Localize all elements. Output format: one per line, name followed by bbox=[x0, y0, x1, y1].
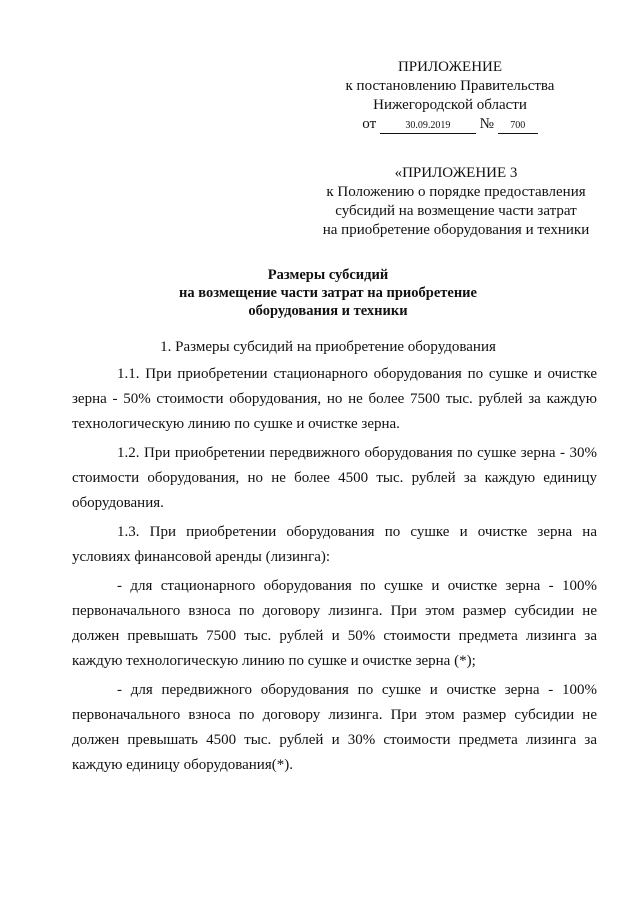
paragraph-mobile: - для передвижного оборудования по сушке и очистке зерна - 100% первоначального взноса по договору лизинга. При этом размер субсидии не должен превышать 4500 тыс. рублей и 30% стоимости предмета лизинга за каждую единицу оборудования(*). bbox=[72, 682, 597, 773]
title-line-3: оборудования и техники bbox=[248, 303, 408, 319]
appendix-line-2: к Положению о порядке предоставления bbox=[326, 184, 586, 200]
section-heading: 1. Размеры субсидий на приобретение оборудования bbox=[160, 339, 496, 355]
appendix-line-3: субсидий на возмещение части затрат bbox=[335, 203, 577, 219]
number-sign: № bbox=[479, 116, 494, 132]
appendix-line-4: на приобретение оборудования и техники bbox=[322, 222, 590, 238]
number-value: 700 bbox=[498, 119, 538, 134]
appendix-title: «ПРИЛОЖЕНИЕ 3 bbox=[394, 165, 518, 181]
paragraph-1-3: 1.3. При приобретении оборудования по сушке и очистке зерна на условиях финансовой аренды (лизинга): bbox=[72, 524, 597, 565]
section-body bbox=[72, 362, 597, 782]
date-value: 30.09.2019 bbox=[380, 119, 476, 134]
document-title bbox=[120, 266, 536, 320]
header-line-resolution: к постановлению Правительства bbox=[345, 78, 555, 94]
header-title: ПРИЛОЖЕНИЕ bbox=[397, 59, 503, 75]
paragraph-1-1: 1.1. При приобретении стационарного оборудования по сушке и очистке зерна - 50% стоимости оборудования, но не более 7500 тыс. рублей за каждую технологическую линию по сушке и очистке зерна. bbox=[72, 366, 597, 432]
header-date-line bbox=[330, 115, 570, 134]
appendix-header bbox=[306, 164, 606, 240]
title-line-1: Размеры субсидий bbox=[267, 267, 389, 283]
date-prefix: от bbox=[362, 116, 377, 132]
header-line-region: Нижегородской области bbox=[373, 97, 527, 113]
paragraph-1-2: 1.2. При приобретении передвижного оборудования по сушке зерна - 30% стоимости оборудования, но не более 4500 тыс. рублей за каждую единицу оборудования. bbox=[72, 445, 597, 511]
paragraph-stationary: - для стационарного оборудования по сушке и очистке зерна - 100% первоначального взноса по договору лизинга. При этом размер субсидии не должен превышать 7500 тыс. рублей и 50% стоимости предмета лизинга за каждую технологическую линию по сушке и очистке зерна (*); bbox=[72, 578, 597, 669]
resolution-header bbox=[330, 58, 570, 134]
title-line-2: на возмещение части затрат на приобретение bbox=[179, 285, 477, 301]
